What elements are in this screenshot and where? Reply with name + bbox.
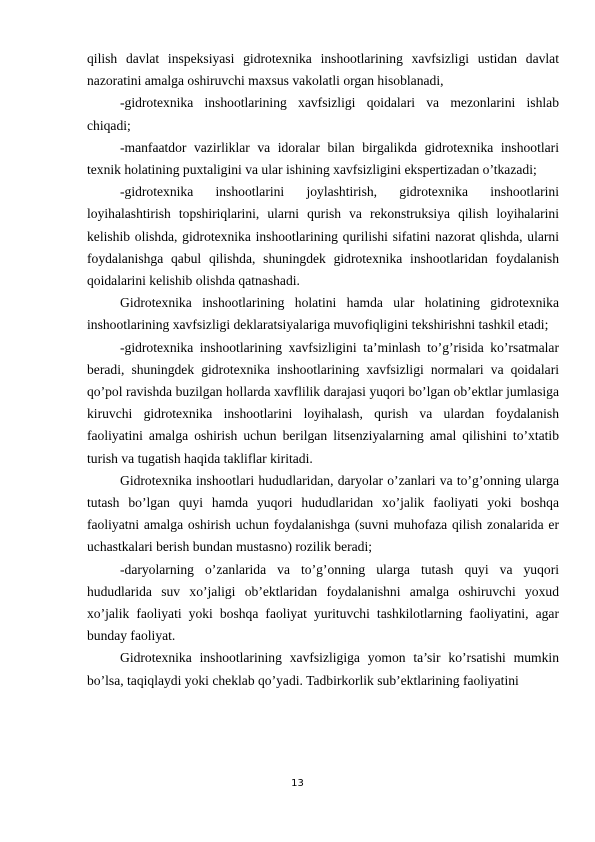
paragraph: qilish davlat inspeksiyasi gidrotexnika inshootlarining xavfsizligi ustidan davlat nazoratini amalga oshiruvchi maxsus vakolatli organ hisoblanadi,	[87, 51, 559, 89]
page-number: 13	[291, 778, 304, 789]
paragraph: Gidrotexnika inshootlarining xavfsizligiga yomon ta’sir ko’rsatishi mumkin bo’lsa, taqiqlaydi yoki cheklab qo’yadi. Tadbirkorlik sub’ektlarining faoliyatini	[87, 650, 559, 688]
paragraph: -gidrotexnika inshootlarining xavfsizligi qoidalari va mezonlarini ishlab chiqadi;	[87, 95, 559, 133]
paragraph: -gidrotexnika inshootlarining xavfsizligini ta’minlash to’g’risida ko’rsatmalar beradi, shuningdek gidrotexnika inshootlarining xavfsizligi normalari va qoidalari qo’pol ravishda buzilgan hollarda xavflilik darajasi yuqori bo’lgan ob’ektlar jumlasiga kiruvchi gidrotexnika inshootlarini loyihalash, qurish va ulardan foydalanish faoliyatini amalga oshirish uchun berilgan litsenziyalarning amal qilishini to’xtatib turish va tugatish haqida takliflar kiritadi.	[87, 339, 559, 466]
paragraph: Gidrotexnika inshootlari hududlaridan, daryolar o’zanlari va to’g’onning ularga tutash bo’lgan quyi hamda yuqori hududlaridan xo’jalik faoliyati yoki boshqa faoliyatni amalga oshirish uchun foydalanishga (suvni muhofaza qilish zonalarida er uchastkalari berish bundan mustasno) rozilik beradi;	[87, 472, 559, 555]
paragraph: -daryolarning o’zanlarida va to’g’onning ularga tutash quyi va yuqori hududlarida suv xo’jaligi ob’ektlaridan foydalanishni amalga oshiruvchi yoxud xo’jalik faoliyati yoki boshqa faoliyat yurituvchi tashkilotlarning faoliyatini, agar bunday faoliyat.	[87, 561, 559, 644]
body-text	[87, 48, 559, 692]
paragraph: Gidrotexnika inshootlarining holatini hamda ular holatining gidrotexnika inshootlarining xavfsizligi deklaratsiyalariga muvofiqligini tekshirishni tashkil etadi;	[87, 295, 559, 333]
paragraph: -manfaatdor vazirliklar va idoralar bilan birgalikda gidrotexnika inshootlari texnik holatining puxtaligini va ular ishining xavfsizligini ekspertizadan o’tkazadi;	[87, 139, 559, 178]
paragraph: -gidrotexnika inshootlarini joylashtirish, gidrotexnika inshootlarini loyihalashtirish topshiriqlarini, ularni qurish va rekonstruksiya qilish loyihalarini kelishib olishda, gidrotexnika inshootlarining qurilishi sifatini nazorat qlishda, ularni foydalanishga qabul qilishda, shuningdek gidrotexnika inshootlaridan foydalanish qoidalarini kelishib olishda qatnashadi.	[87, 184, 559, 289]
